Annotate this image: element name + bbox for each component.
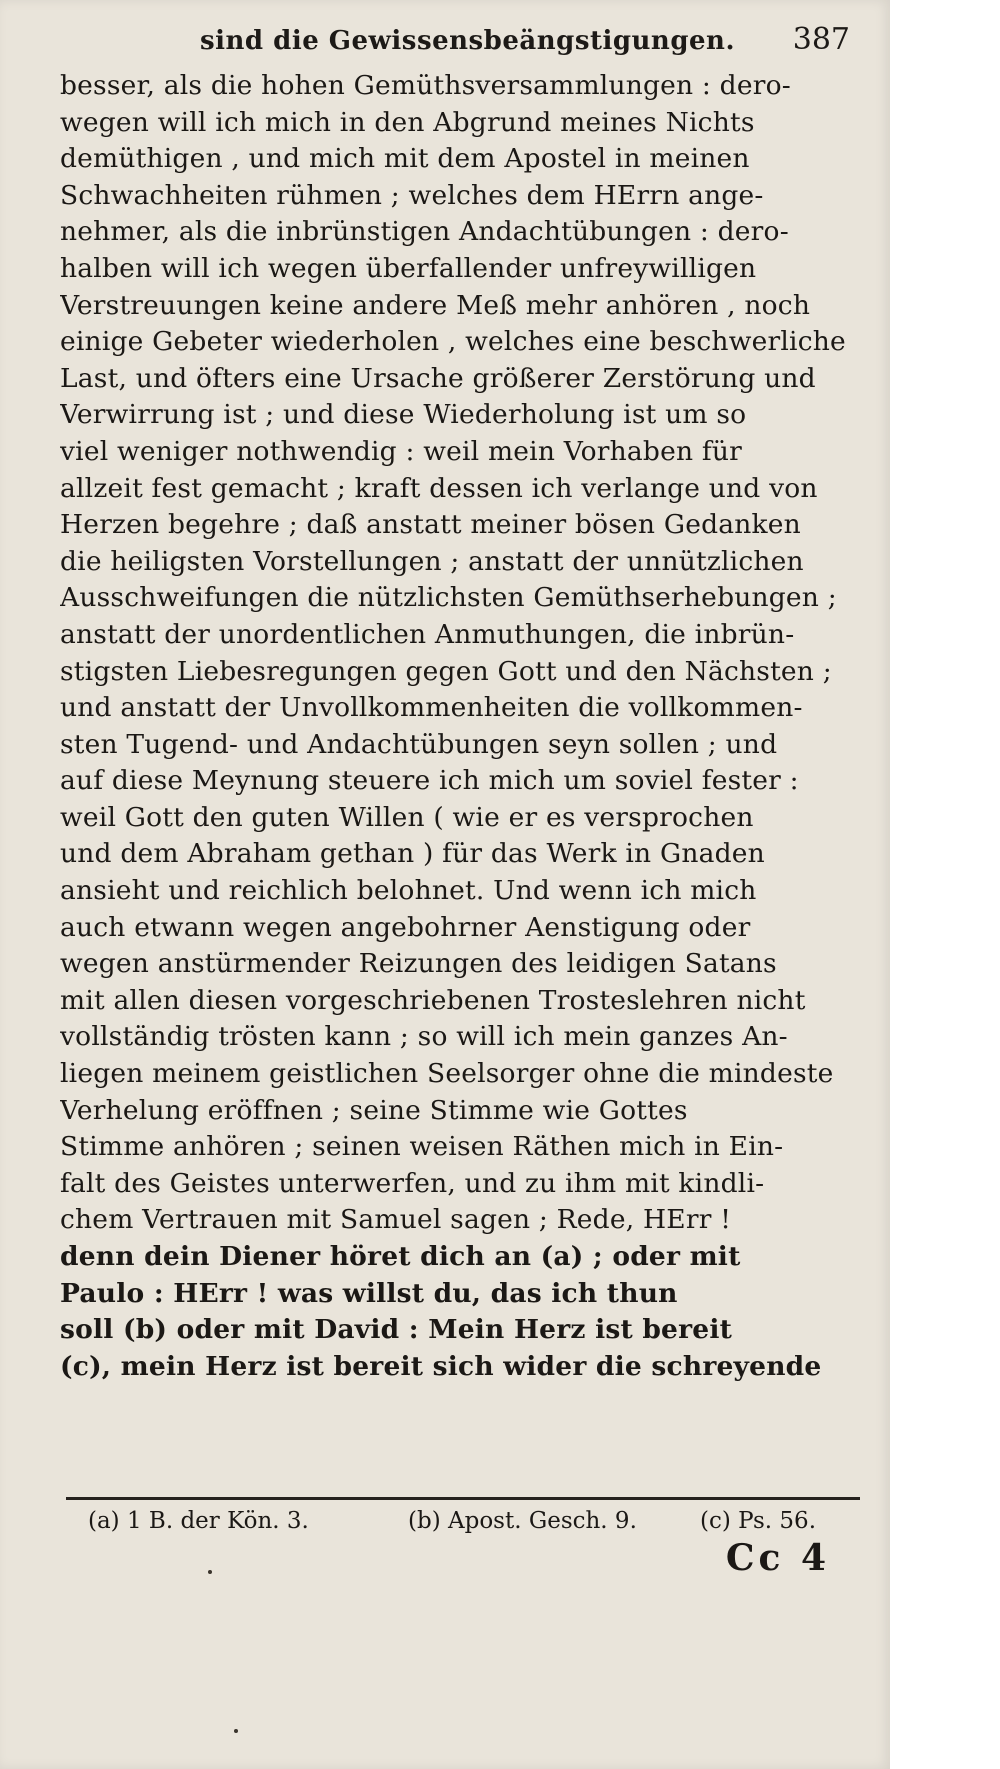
- signature-mark: Cc 4: [725, 1537, 830, 1579]
- text-line: einige Gebeter wiederholen , welches eine beschwerliche: [60, 326, 846, 358]
- text-line: chem Vertrauen mit Samuel sagen ; Rede, HErr !: [60, 1204, 732, 1236]
- text-line: die heiligsten Vorstellungen ; anstatt der unnützlichen: [60, 545, 804, 577]
- text-line: Paulo : HErr ! was willst du, das ich thun: [60, 1277, 678, 1309]
- page-number: 387: [792, 22, 850, 57]
- running-title: sind die Gewissensbeängstigungen.: [200, 26, 736, 56]
- text-line: Ausschweifungen die nützlichsten Gemüthserhebungen ;: [60, 582, 837, 614]
- text-line: Verhelung eröffnen ; seine Stimme wie Gottes: [60, 1094, 688, 1126]
- text-line: und anstatt der Unvollkommenheiten die vollkommen-: [60, 692, 803, 724]
- text-line: wegen anstürmender Reizungen des leidigen Satans: [60, 948, 777, 980]
- text-line: sten Tugend- und Andachtübungen seyn sollen ; und: [60, 728, 778, 760]
- text-line: anstatt der unordentlichen Anmuthungen, die inbrün-: [60, 618, 795, 650]
- page-header: [60, 22, 850, 66]
- text-line: Verwirrung ist ; und diese Wiederholung ist um so: [60, 399, 747, 431]
- text-line: denn dein Diener höret dich an (a) ; oder mit: [60, 1241, 741, 1272]
- text-line: weil Gott den guten Willen ( wie er es versprochen: [60, 801, 754, 833]
- text-line: besser, als die hohen Gemüthsversammlungen : dero-: [60, 70, 791, 101]
- text-line: nehmer, als die inbrünstigen Andachtübungen : dero-: [60, 216, 789, 248]
- text-line: Verstreuungen keine andere Meß mehr anhören , noch: [60, 289, 811, 321]
- text-line: ansieht und reichlich belohnet. Und wenn ich mich: [60, 875, 757, 907]
- text-line: auch etwann wegen angebohrner Aenstigung oder: [60, 911, 751, 943]
- text-line: halben will ich wegen überfallender unfreywilligen: [60, 252, 757, 284]
- text-line: falt des Geistes unterwerfen, und zu ihm mit kindli-: [60, 1167, 765, 1199]
- paper-speck: [208, 1570, 212, 1574]
- footnote-rule: [66, 1497, 860, 1500]
- text-line: und dem Abraham gethan ) für das Werk in Gnaden: [60, 838, 765, 870]
- page-margin-background: [890, 0, 1000, 1769]
- text-line: demüthigen , und mich mit dem Apostel in meinen: [60, 143, 750, 175]
- text-line: Last, und öfters eine Ursache größerer Zerstörung und: [60, 362, 816, 394]
- footnote-b: (b) Apost. Gesch. 9.: [408, 1508, 637, 1534]
- text-line: (c), mein Herz ist bereit sich wider die schreyende: [60, 1350, 822, 1382]
- text-line: mit allen diesen vorgeschriebenen Trosteslehren nicht: [60, 984, 806, 1016]
- text-line: viel weniger nothwendig : weil mein Vorhaben für: [60, 435, 743, 467]
- footnote-c: (c) Ps. 56.: [700, 1508, 816, 1534]
- text-line: wegen will ich mich in den Abgrund meines Nichts: [60, 106, 755, 138]
- paper-speck: [234, 1729, 238, 1733]
- body-text: [60, 68, 860, 1385]
- text-line: allzeit fest gemacht ; kraft dessen ich verlange und von: [60, 472, 818, 504]
- text-line: Herzen begehre ; daß anstatt meiner bösen Gedanken: [60, 509, 801, 541]
- footnote-a: (a) 1 B. der Kön. 3.: [88, 1508, 309, 1534]
- text-line: Stimme anhören ; seinen weisen Räthen mich in Ein-: [60, 1131, 784, 1163]
- text-line: liegen meinem geistlichen Seelsorger ohne die mindeste: [60, 1058, 834, 1090]
- text-line: vollständig trösten kann ; so will ich mein ganzes An-: [60, 1021, 788, 1053]
- text-line: stigsten Liebesregungen gegen Gott und den Nächsten ;: [60, 655, 832, 687]
- text-line: soll (b) oder mit David : Mein Herz ist bereit: [60, 1314, 733, 1346]
- text-line: auf diese Meynung steuere ich mich um soviel fester :: [60, 765, 799, 797]
- text-line: Schwachheiten rühmen ; welches dem HErrn ange-: [60, 179, 764, 211]
